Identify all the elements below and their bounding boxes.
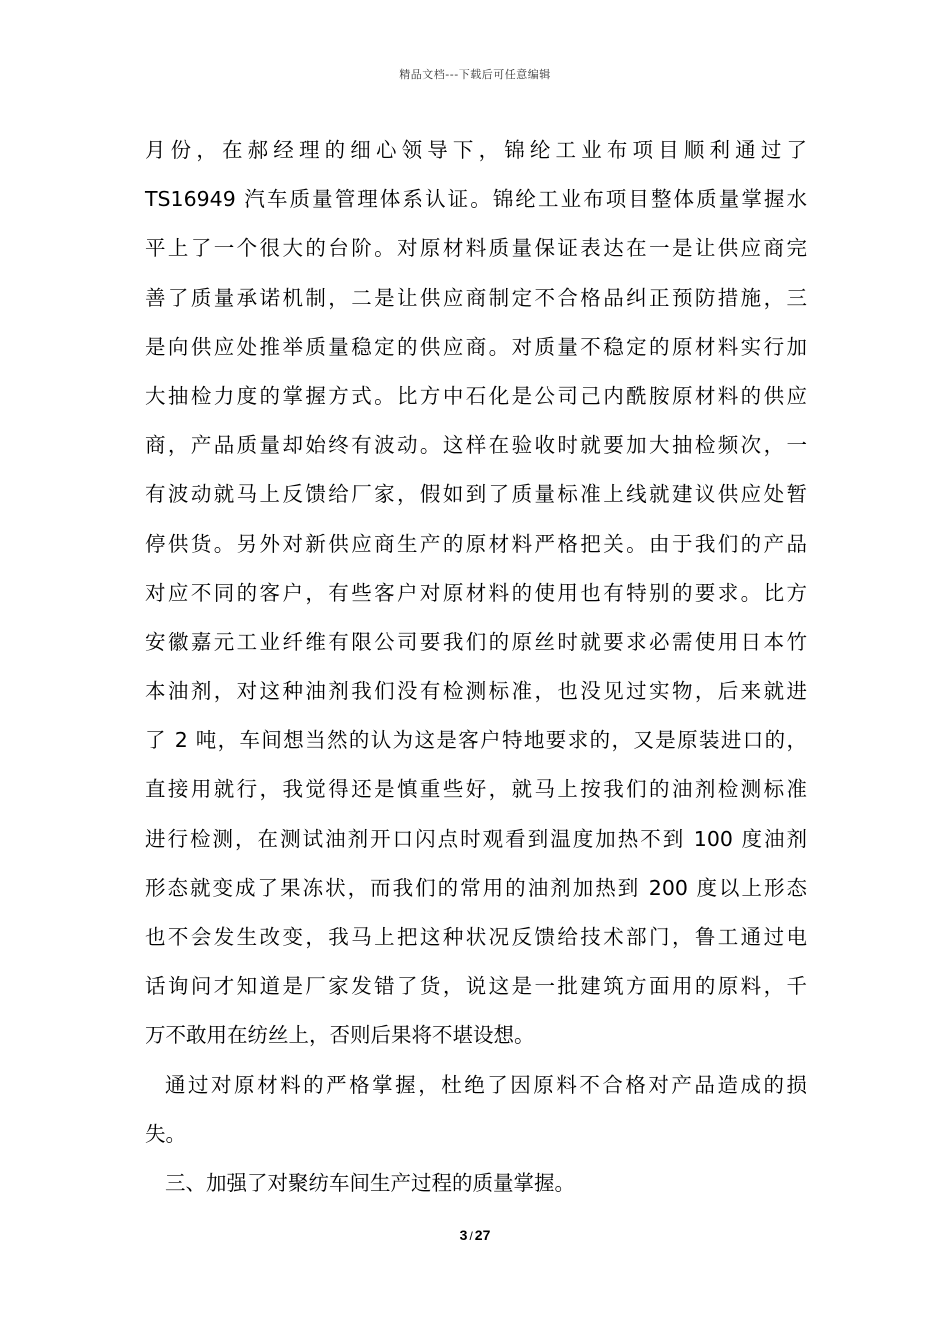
page-separator: / xyxy=(469,1229,473,1243)
text-line: 话询问才知道是厂家发错了货，说这是一批建筑方面用的原料，千 xyxy=(145,974,807,999)
text-line: 直接用就行，我觉得还是慎重些好，就马上按我们的油剂检测标准 xyxy=(145,777,807,802)
total-pages: 27 xyxy=(474,1227,491,1243)
page-number xyxy=(0,1227,950,1243)
text-line: 本油剂，对这种油剂我们没有检测标准，也没见过实物，后来就进 xyxy=(145,679,807,704)
text-line: 大抽检力度的掌握方式。比方中石化是公司己内酰胺原材料的供应 xyxy=(145,383,807,408)
page-header: 精品文档---下载后可任意编辑 xyxy=(399,68,551,81)
text-line: 是向供应处推举质量稳定的供应商。对质量不稳定的原材料实行加 xyxy=(145,334,807,359)
text-line: 有波动就马上反馈给厂家，假如到了质量标准上线就建议供应处暂 xyxy=(145,482,807,507)
text-line: 形态就变成了果冻状，而我们的常用的油剂加热到 200 度以上形态 xyxy=(145,875,807,900)
text-line: 安徽嘉元工业纤维有限公司要我们的原丝时就要求必需使用日本竹 xyxy=(145,629,807,654)
document-body xyxy=(145,126,807,1208)
text-line: 商，产品质量却始终有波动。这样在验收时就要加大抽检频次，一 xyxy=(145,433,807,458)
text-line: 万不敢用在纺丝上，否则后果将不堪设想。 xyxy=(145,1023,535,1048)
text-line: 对应不同的客户，有些客户对原材料的使用也有特别的要求。比方 xyxy=(145,580,807,605)
text-line: 了 2 吨，车间想当然的认为这是客户特地要求的，又是原装进口的， xyxy=(145,728,807,753)
text-line: 停供货。另外对新供应商生产的原材料严格把关。由于我们的产品 xyxy=(145,531,807,556)
text-line: TS16949 汽车质量管理体系认证。锦纶工业布项目整体质量掌握水 xyxy=(145,187,807,212)
paragraph-line: 失。 xyxy=(145,1121,186,1146)
section-heading: 三、加强了对聚纺车间生产过程的质量掌握。 xyxy=(165,1170,575,1195)
text-line: 平上了一个很大的台阶。对原材料质量保证表达在一是让供应商完 xyxy=(145,236,807,261)
text-line: 也不会发生改变，我马上把这种状况反馈给技术部门，鲁工通过电 xyxy=(145,925,807,949)
current-page: 3 xyxy=(459,1227,468,1243)
text-line: 善了质量承诺机制，二是让供应商制定不合格品纠正预防措施，三 xyxy=(145,285,807,310)
text-line: 进行检测，在测试油剂开口闪点时观看到温度加热不到 100 度油剂 xyxy=(145,826,807,851)
paragraph-line: 通过对原材料的严格掌握，杜绝了因原料不合格对产品造成的损 xyxy=(165,1072,807,1097)
text-line: 月份，在郝经理的细心领导下，锦纶工业布项目顺利通过了 xyxy=(145,138,807,162)
